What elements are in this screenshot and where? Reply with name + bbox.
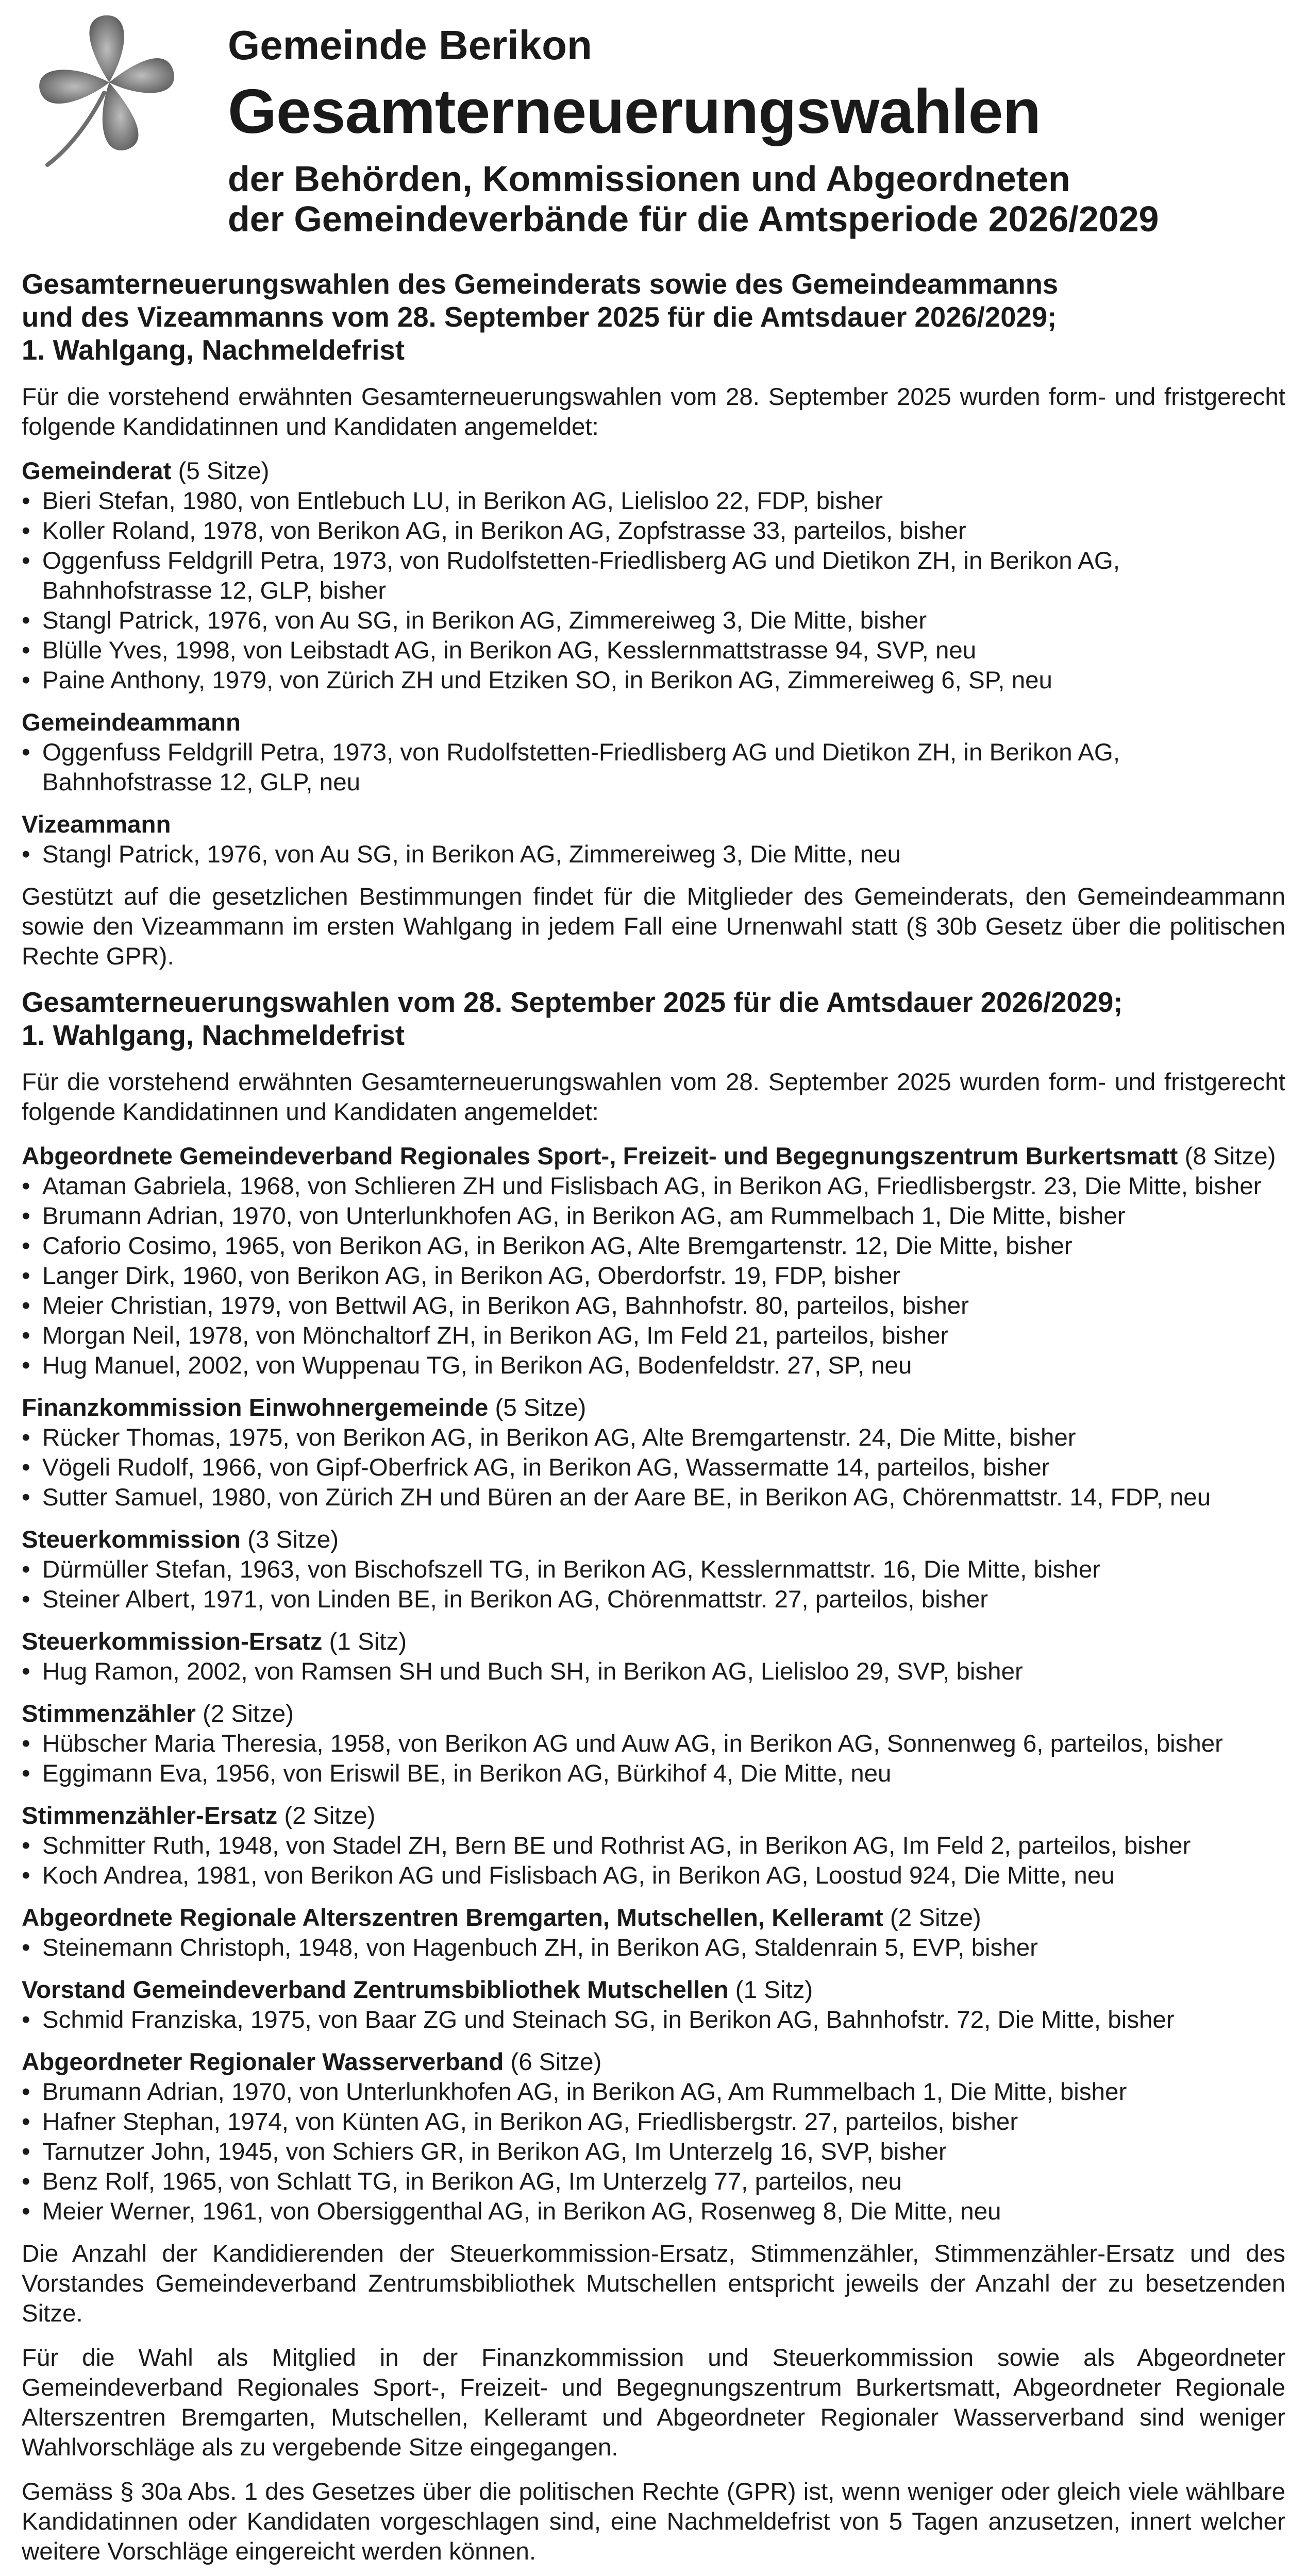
group-heading: Steuerkommission-Ersatz (1 Sitz) xyxy=(22,1628,407,1655)
list-item: • Dürmüller Stefan, 1963, von Bischofszell TG, in Berikon AG, Kesslernmattstr. 16, Die Mitte, bisher xyxy=(22,1555,1285,1585)
list-item: • Rücker Thomas, 1975, von Berikon AG, in Berikon AG, Alte Bremgartenstr. 24, Die Mitte, bisher xyxy=(22,1423,1285,1453)
list-item: • Koch Andrea, 1981, von Berikon AG und Fislisbach AG, in Berikon AG, Loostud 924, Die Mitte, neu xyxy=(22,1861,1285,1891)
group-heading: Finanzkommission Einwohnergemeinde (5 Sitze) xyxy=(22,1394,587,1421)
list-item: • Stangl Patrick, 1976, von Au SG, in Berikon AG, Zimmereiweg 3, Die Mitte, neu xyxy=(22,840,1285,870)
list-item: • Hug Manuel, 2002, von Wuppenau TG, in Berikon AG, Bodenfeldstr. 27, SP, neu xyxy=(22,1351,1285,1381)
list-item: • Benz Rolf, 1965, von Schlatt TG, in Berikon AG, Im Unterzelg 77, parteilos, neu xyxy=(22,2167,1285,2197)
section-2-title xyxy=(22,986,1285,1052)
page-title: Gesamterneuerungswahlen xyxy=(228,76,1041,146)
candidate-list xyxy=(22,738,1285,798)
candidate-list xyxy=(22,1831,1285,1891)
paragraph-fewer-proposals: Für die Wahl als Mitglied in der Finanzkommission und Steuerkommission sowie als Abgeordneter Gemeindeverband Regionales Sport-, Freizeit- und Begegnungszentrum Burkertsmatt, Abgeordneter Regionale Alterszentren Bremgarten, Mutschellen, Kelleramt und Abgeordneter Regionaler Wasserverband sind weniger Wahlvorschläge als zu vergebende Sitze eingegangen. xyxy=(22,2344,1285,2461)
list-item: • Ataman Gabriela, 1968, von Schlieren ZH und Fislisbach AG, in Berikon AG, Friedlisbergstr. 23, Die Mitte, bisher xyxy=(22,1172,1285,1201)
group-heading: Stimmenzähler-Ersatz (2 Sitze) xyxy=(22,1802,376,1829)
group-heading: Abgeordnete Gemeindeverband Regionales Sport-, Freizeit- und Begegnungszentrum Burkertsmatt (8 Sitze) xyxy=(22,1143,1276,1170)
list-item: • Steiner Albert, 1971, von Linden BE, in Berikon AG, Chörenmattstr. 27, parteilos, bisher xyxy=(22,1585,1285,1615)
candidate-list xyxy=(22,2077,1285,2227)
municipality-name: Gemeinde Berikon xyxy=(228,22,592,68)
list-item: • Schmitter Ruth, 1948, von Stadel ZH, Bern BE und Rothrist AG, in Berikon AG, Im Feld 2, parteilos, bisher xyxy=(22,1831,1285,1861)
header-text xyxy=(228,21,1284,239)
group-vizeammann xyxy=(22,810,1285,870)
list-item: • Koller Roland, 1978, von Berikon AG, in Berikon AG, Zopfstrasse 33, parteilos, bisher xyxy=(22,516,1285,546)
group-zentrumsbibliothek xyxy=(22,1975,1285,2035)
paragraph-seat-count: Die Anzahl der Kandidierenden der Steuerkommission-Ersatz, Stimmenzähler, Stimmenzähler-Ersatz und des Vorstandes Gemeindeverband Zentrumsbibliothek Mutschellen entspricht jeweils der Anzahl der zu besetzenden Sitze. xyxy=(22,2240,1285,2327)
group-heading: Abgeordnete Regionale Alterszentren Bremgarten, Mutschellen, Kelleramt (2 Sitze) xyxy=(22,1904,981,1931)
group-steuerkommission xyxy=(22,1525,1285,1615)
cloverleaf-logo-icon xyxy=(22,5,192,175)
paragraph-nachmeldefrist: Gemäss § 30a Abs. 1 des Gesetzes über die politischen Rechte (GPR) ist, wenn weniger oder gleich viele wählbare Kandidatinnen oder Kandidaten vorgeschlagen sind, eine Nachmeldefrist von 5 Tagen anzusetzen, innert welcher weitere Vorschläge eingereicht werden können. xyxy=(22,2478,1285,2565)
section-2-title-line-2: 1. Wahlgang, Nachmeldefrist xyxy=(22,1020,405,1051)
candidate-list xyxy=(22,486,1285,696)
list-item: • Bieri Stefan, 1980, von Entlebuch LU, in Berikon AG, Lielisloo 22, FDP, bisher xyxy=(22,486,1285,516)
list-item: • Morgan Neil, 1978, von Mönchaltorf ZH, in Berikon AG, Im Feld 21, parteilos, bisher xyxy=(22,1321,1285,1351)
list-item: • Schmid Franziska, 1975, von Baar ZG und Steinach SG, in Berikon AG, Bahnhofstr. 72, Die Mitte, bisher xyxy=(22,2005,1285,2035)
list-item: • Caforio Cosimo, 1965, von Berikon AG, in Berikon AG, Alte Bremgartenstr. 12, Die Mitte, bisher xyxy=(22,1231,1285,1261)
list-item: • Blülle Yves, 1998, von Leibstadt AG, in Berikon AG, Kesslernmattstrasse 94, SVP, neu xyxy=(22,636,1285,666)
list-item: • Meier Werner, 1961, von Obersiggenthal AG, in Berikon AG, Rosenweg 8, Die Mitte, neu xyxy=(22,2197,1285,2227)
list-item: • Tarnutzer John, 1945, von Schiers GR, in Berikon AG, Im Unterzelg 16, SVP, bisher xyxy=(22,2137,1285,2167)
list-item: • Langer Dirk, 1960, von Berikon AG, in Berikon AG, Oberdorfstr. 19, FDP, bisher xyxy=(22,1261,1285,1291)
candidate-list xyxy=(22,1729,1285,1789)
candidate-list xyxy=(22,1933,1285,1963)
section-1-intro: Für die vorstehend erwähnten Gesamterneuerungswahlen vom 28. September 2025 wurden form- und fristgerecht folgende Kandidatinnen und Kandidaten angemeldet: xyxy=(22,383,1285,440)
group-stimmenzaehler-ersatz xyxy=(22,1801,1285,1891)
group-heading: Steuerkommission (3 Sitze) xyxy=(22,1526,339,1553)
group-heading: Abgeordneter Regionaler Wasserverband (6 Sitze) xyxy=(22,2048,602,2076)
group-heading: Stimmenzähler (2 Sitze) xyxy=(22,1700,294,1727)
list-item: • Brumann Adrian, 1970, von Unterlunkhofen AG, in Berikon AG, Am Rummelbach 1, Die Mitte, bisher xyxy=(22,2077,1285,2107)
list-item: • Vögeli Rudolf, 1966, von Gipf-Oberfrick AG, in Berikon AG, Wassermatte 14, parteilos, bisher xyxy=(22,1453,1285,1483)
group-burkertsmatt xyxy=(22,1142,1285,1381)
header xyxy=(22,0,1285,268)
section-1-title-line-1: Gesamterneuerungswahlen des Gemeinderats sowie des Gemeindeammanns xyxy=(22,268,1059,300)
list-item: • Steinemann Christoph, 1948, von Hagenbuch ZH, in Berikon AG, Staldenrain 5, EVP, bisher xyxy=(22,1933,1285,1963)
section-2-intro: Für die vorstehend erwähnten Gesamterneuerungswahlen vom 28. September 2025 wurden form- und fristgerecht folgende Kandidatinnen und Kandidaten angemeldet: xyxy=(22,1069,1285,1126)
group-steuerkommission-ersatz xyxy=(22,1627,1285,1687)
group-heading: Gemeindeammann xyxy=(22,709,241,736)
candidate-list xyxy=(22,840,1285,870)
candidate-list xyxy=(22,1555,1285,1615)
group-alterszentren xyxy=(22,1903,1285,1963)
list-item: • Hafner Stephan, 1974, von Künten AG, in Berikon AG, Friedlisbergstr. 27, parteilos, bisher xyxy=(22,2107,1285,2137)
candidate-list xyxy=(22,1423,1285,1513)
list-item: • Stangl Patrick, 1976, von Au SG, in Berikon AG, Zimmereiweg 3, Die Mitte, bisher xyxy=(22,606,1285,636)
candidate-list xyxy=(22,1657,1285,1687)
group-wasserverband xyxy=(22,2047,1285,2227)
section-1-title-line-3: 1. Wahlgang, Nachmeldefrist xyxy=(22,334,405,366)
group-gemeindeammann xyxy=(22,708,1285,798)
list-item: • Oggenfuss Feldgrill Petra, 1973, von Rudolfstetten-Friedlisberg AG und Dietikon ZH, in Berikon AG, Bahnhofstrasse 12, GLP, neu xyxy=(22,738,1285,798)
list-item: • Brumann Adrian, 1970, von Unterlunkhofen AG, in Berikon AG, am Rummelbach 1, Die Mitte, bisher xyxy=(22,1201,1285,1231)
section-1-title xyxy=(22,268,1285,367)
list-item: • Hübscher Maria Theresia, 1958, von Berikon AG und Auw AG, in Berikon AG, Sonnenweg 6, parteilos, bisher xyxy=(22,1729,1285,1759)
list-item: • Meier Christian, 1979, von Bettwil AG, in Berikon AG, Bahnhofstr. 80, parteilos, bisher xyxy=(22,1291,1285,1321)
group-finanzkommission xyxy=(22,1393,1285,1513)
candidate-list xyxy=(22,1172,1285,1381)
group-stimmenzaehler xyxy=(22,1699,1285,1789)
list-item: • Hug Ramon, 2002, von Ramsen SH und Buch SH, in Berikon AG, Lielisloo 29, SVP, bisher xyxy=(22,1657,1285,1687)
section-1-note: Gestützt auf die gesetzlichen Bestimmungen findet für die Mitglieder des Gemeinderats, den Gemeindeammann sowie den Vizeammann im ersten Wahlgang in jedem Fall eine Urnenwahl statt (§ 30b Gesetz über die politischen Rechte GPR). xyxy=(22,883,1285,970)
group-heading: Gemeinderat (5 Sitze) xyxy=(22,457,270,485)
document xyxy=(22,0,1285,2576)
list-item: • Paine Anthony, 1979, von Zürich ZH und Etziken SO, in Berikon AG, Zimmereiweg 6, SP, neu xyxy=(22,666,1285,696)
list-item: • Oggenfuss Feldgrill Petra, 1973, von Rudolfstetten-Friedlisberg AG und Dietikon ZH, in Berikon AG, Bahnhofstrasse 12, GLP, bisher xyxy=(22,546,1285,606)
subtitle-line-2: der Gemeindeverbände für die Amtsperiode 2026/2029 xyxy=(228,199,1159,239)
section-1-title-line-2: und des Vizeammanns vom 28. September 2025 für die Amtsdauer 2026/2029; xyxy=(22,301,1057,333)
section-kommissionen xyxy=(22,986,1285,2576)
subtitle-line-1: der Behörden, Kommissionen und Abgeordneten xyxy=(228,159,1070,199)
content xyxy=(22,268,1285,2576)
list-item: • Eggimann Eva, 1956, von Eriswil BE, in Berikon AG, Bürkihof 4, Die Mitte, neu xyxy=(22,1759,1285,1789)
group-heading: Vorstand Gemeindeverband Zentrumsbibliothek Mutschellen (1 Sitz) xyxy=(22,1976,813,2004)
section-gemeinderat xyxy=(22,268,1285,972)
candidate-list xyxy=(22,2005,1285,2035)
group-gemeinderat xyxy=(22,456,1285,696)
group-heading: Vizeammann xyxy=(22,811,171,838)
section-2-title-line-1: Gesamterneuerungswahlen vom 28. September 2025 für die Amtsdauer 2026/2029; xyxy=(22,987,1123,1018)
list-item: • Sutter Samuel, 1980, von Zürich ZH und Büren an der Aare BE, in Berikon AG, Chörenmattstr. 14, FDP, neu xyxy=(22,1483,1285,1513)
